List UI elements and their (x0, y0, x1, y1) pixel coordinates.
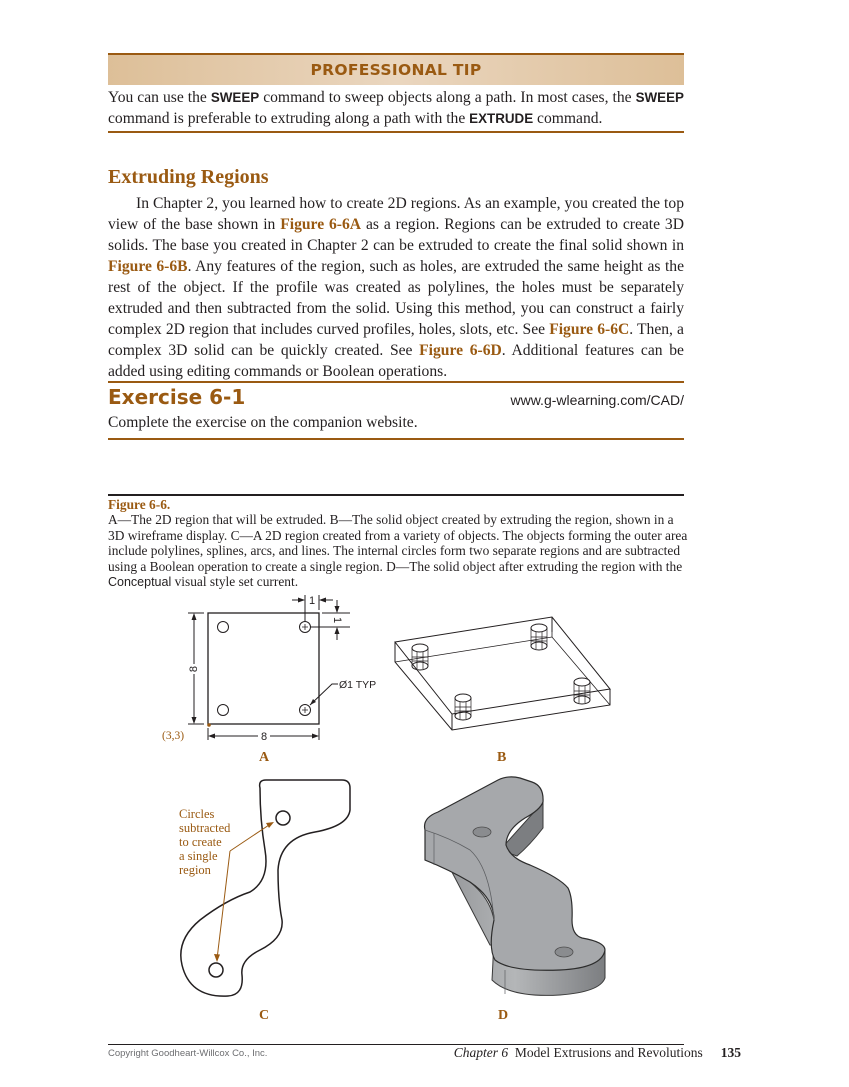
figure-link-6-6c[interactable]: Figure 6-6C (549, 321, 630, 338)
origin-note: (3,3) (162, 730, 185, 742)
panel-b-label: B (497, 750, 507, 765)
footer-copyright: Copyright Goodheart-Willcox Co., Inc. (108, 1048, 268, 1059)
figure-panel-a-drawing (160, 590, 390, 770)
exercise-top-rule (108, 381, 684, 383)
command-sweep: SWEEP (210, 90, 260, 105)
conceptual-style-name: Conceptual (108, 575, 172, 590)
professional-tip-text: You can use the SWEEP command to sweep objects along a path. In most cases, the SWEEP command is preferable to extruding along a path with the EXTRUDE command. (108, 89, 684, 127)
dim-height-label: 8 (187, 665, 200, 673)
command-extrude: EXTRUDE (469, 111, 534, 126)
panel-d-label: D (498, 1008, 509, 1023)
figure-caption: Figure 6-6. A—The 2D region that will be extruded. B—The solid object created by extruding the region, shown in a 3D wireframe display. C—A 2D region created from a variety of objects. The objects forming the outer area include polylines, splines, arcs, and lines. The internal circles form two separate regions and are subtracted using a Boolean operation to create a single region. D—The solid object after extruding the region with the Conceptual visual style set current. (108, 497, 688, 590)
section-paragraph: In Chapter 2, you learned how to create 2D regions. As an example, you created the top view of the base shown in Figure 6-6A as a region. Regions can be extruded to create 3D solids. The base you created in Chapter 2 can be extruded to create the final solid shown in Figure 6-6B. Any features of the region, such as holes, are extruded the same height as the rest of the object. If the profile was created as polylines, the holes must be separately extruded and then subtracted from the solid. Using this method, you can construct a fairly complex 2D region that includes curved profiles, holes, slots, etc. See Figure 6-6C. Then, a complex 3D solid can be quickly created. See Figure 6-6D. Additional features can be added using editing commands or Boolean operations. (108, 195, 684, 380)
figure-link-6-6d[interactable]: Figure 6-6D (419, 342, 502, 359)
footer-chapter-number: Chapter 6 (453, 1045, 509, 1060)
figure-title: Figure 6-6. (108, 497, 171, 512)
section-heading: Extruding Regions (108, 166, 269, 188)
exercise-title: Exercise 6-1 (108, 385, 246, 409)
command-sweep: SWEEP (635, 90, 684, 105)
figure-panel-b-wireframe (380, 600, 630, 750)
exercise-url-link[interactable]: www.g-wlearning.com/CAD/ (510, 392, 684, 408)
figure-panel-c-region (160, 770, 380, 1005)
dim-width-label: 8 (260, 731, 268, 743)
figure-panel-d-solid (410, 770, 630, 1005)
dim-offset-y-label: 1 (331, 616, 344, 624)
footer-chapter (454, 1045, 741, 1061)
professional-tip-title: PROFESSIONAL TIP (310, 61, 482, 79)
tip-bottom-rule (108, 131, 684, 133)
figure-link-6-6b[interactable]: Figure 6-6B (108, 258, 188, 275)
professional-tip-banner (108, 53, 684, 85)
figure-link-6-6a[interactable]: Figure 6-6A (280, 216, 362, 233)
page-number: 135 (720, 1045, 741, 1060)
exercise-bottom-rule (108, 438, 684, 440)
dim-offset-x-label: 1 (308, 595, 316, 607)
panel-c-label: C (259, 1008, 270, 1023)
hole-note: Ø1 TYP (339, 679, 377, 691)
footer-chapter-title: Model Extrusions and Revolutions (514, 1045, 703, 1060)
exercise-text: Complete the exercise on the companion website. (108, 414, 418, 431)
panel-a-label: A (259, 750, 270, 765)
panel-c-annotation: Circles subtracted to create a single region (179, 807, 231, 877)
figure-top-rule (108, 494, 684, 496)
